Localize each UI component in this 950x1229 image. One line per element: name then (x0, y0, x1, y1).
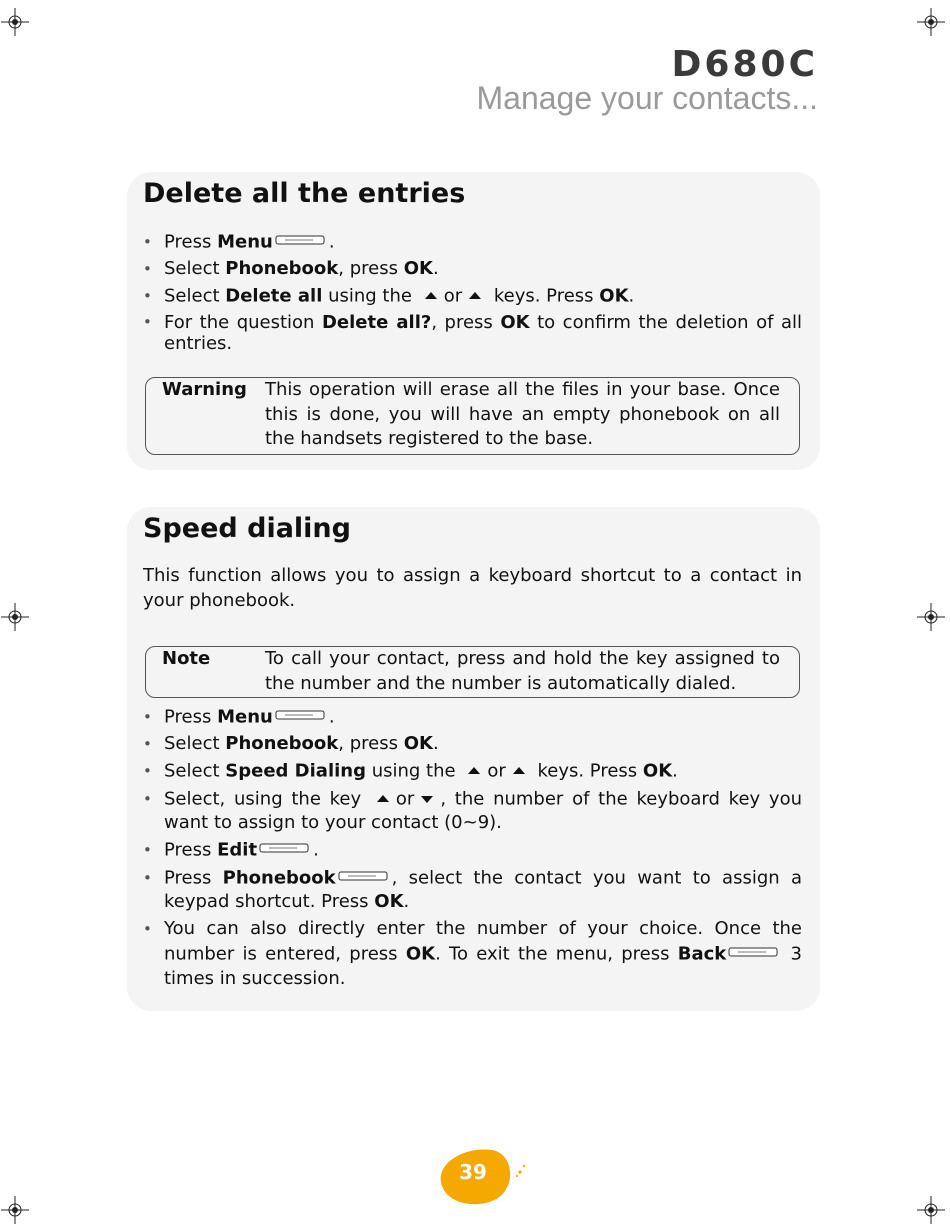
registration-mark-icon (917, 603, 945, 631)
registration-mark-icon (1, 1196, 29, 1224)
softkey-icon (275, 705, 327, 730)
list-item: • Select Phonebook, press OK. (143, 257, 802, 282)
down-arrow-icon (420, 787, 434, 812)
list-item: • Select Speed Dialing using the or keys. Press OK. (143, 759, 802, 784)
softkey-icon (259, 838, 311, 863)
warning-box (145, 377, 800, 455)
registration-mark-icon (917, 8, 945, 36)
registration-mark-icon (1, 8, 29, 36)
delete-all-section (127, 172, 820, 470)
warning-label: Warning (162, 379, 247, 400)
section-intro: This function allows you to assign a keyboard shortcut to a contact in your phonebook. (143, 565, 802, 611)
model-title: D680C (671, 44, 818, 85)
list-item: • Select Phonebook, press OK. (143, 732, 802, 757)
list-item: • For the question Delete all?, press OK to confirm the deletion of all entries. (143, 312, 802, 354)
up-arrow-icon (512, 759, 526, 784)
step-list (143, 705, 802, 994)
up-arrow-icon (376, 787, 390, 812)
softkey-icon (728, 942, 780, 967)
note-label: Note (162, 648, 211, 669)
list-item: • Select, using the key or , the number of the keyboard key you want to assign to your contact (0~9). (143, 787, 802, 836)
list-item: • You can also directly enter the number of your choice. Once the number is entered, press OK. To exit the menu, press Back 3 times in succession. (143, 917, 802, 991)
note-box (145, 646, 800, 698)
registration-mark-icon (917, 1196, 945, 1224)
step-list (143, 230, 802, 356)
section-title: Delete all the entries (143, 178, 466, 209)
up-arrow-icon (468, 284, 482, 309)
list-item: • Press Menu . (143, 230, 802, 255)
speed-dialing-section (127, 507, 820, 1011)
registration-mark-icon (1, 603, 29, 631)
list-item: • Press Edit . (143, 838, 802, 863)
note-text: To call your contact, press and hold the key assigned to the number and the number is automatically dialed. (265, 648, 780, 694)
up-arrow-icon (424, 284, 438, 309)
list-item: • Press Menu . (143, 705, 802, 730)
up-arrow-icon (467, 759, 481, 784)
softkey-icon (338, 866, 390, 891)
section-title: Speed dialing (143, 513, 351, 544)
list-item: • Select Delete all using the or keys. Press OK. (143, 284, 802, 309)
list-item: • Press Phonebook , select the contact you want to assign a keypad shortcut. Press OK. (143, 866, 802, 915)
warning-text: This operation will erase all the files in your base. Once this is done, you will have an empty phonebook on all the handsets registered to the base. (265, 379, 780, 449)
page-number: 39 (459, 1160, 487, 1184)
softkey-icon (275, 230, 327, 255)
page-title: Manage your contacts... (476, 80, 818, 116)
